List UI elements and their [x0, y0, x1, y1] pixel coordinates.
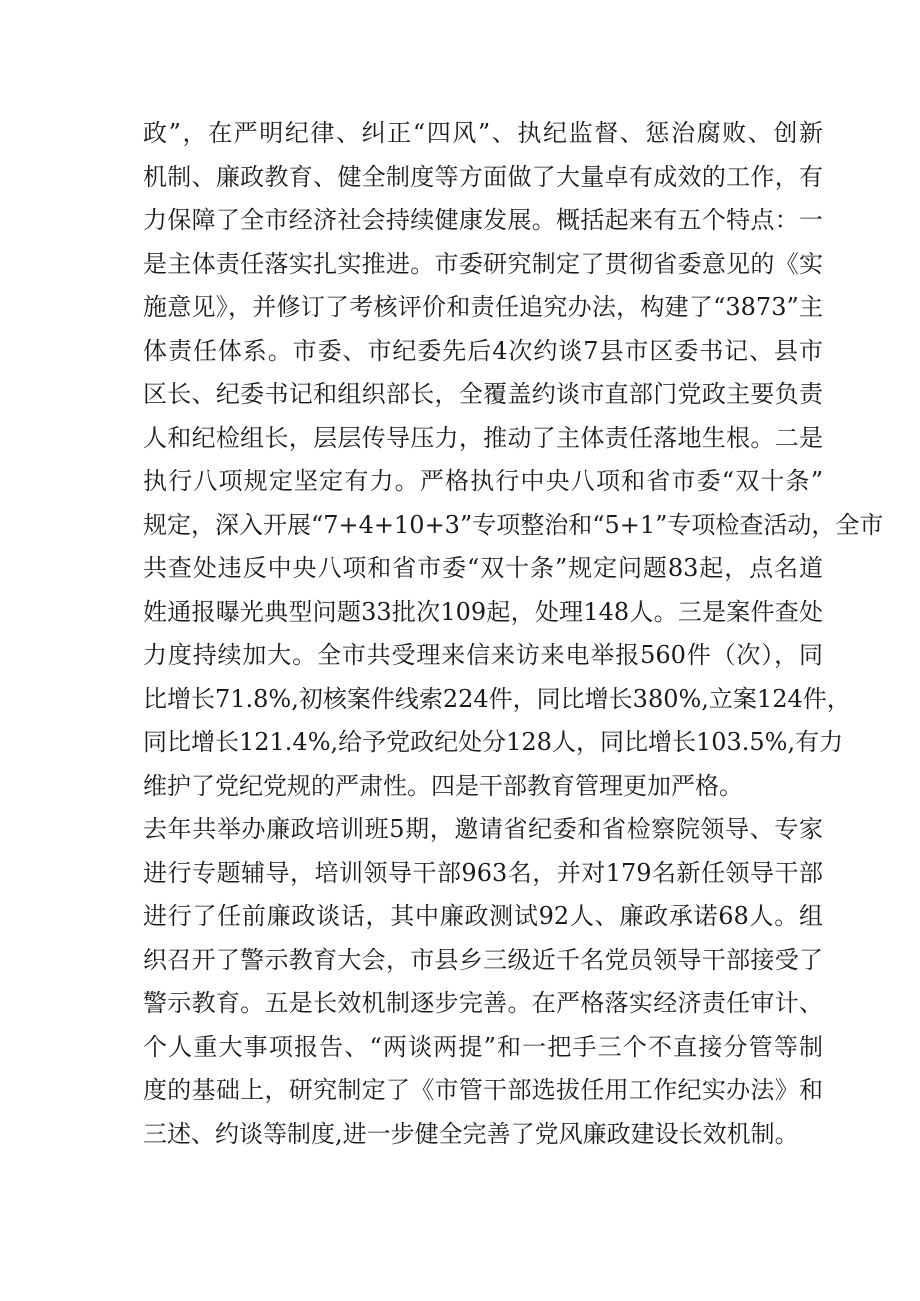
text-line: 政”，在严明纪律、纠正“四风”、执纪监督、惩治腐败、创新	[143, 119, 823, 147]
text-line: 警示教育。五是长效机制逐步完善。在严格落实经济责任审计、	[143, 989, 823, 1017]
text-line: 力度持续加大。全市共受理来信来访来电举报560件（次），同	[143, 641, 823, 669]
text-line: 进行专题辅导，培训领导干部963名，并对179名新任领导干部	[143, 858, 823, 887]
text-line: 进行了任前廉政谈话，其中廉政测试92人、廉政承诺68人。组	[143, 902, 823, 930]
text-line: 三述、约谈等制度,进一步健全完善了党风廉政建设长效机制。	[143, 1119, 799, 1148]
text-line: 力保障了全市经济社会持续健康发展。概括起来有五个特点：一	[143, 206, 823, 234]
text-line: 织召开了警示教育大会，市县乡三级近千名党员领导干部接受了	[143, 945, 823, 974]
text-line: 个人重大事项报告、“两谈两提”和一把手三个不直接分管等制	[143, 1032, 823, 1061]
text-line: 是主体责任落实扎实推进。市委研究制定了贯彻省委意见的《实	[143, 249, 823, 278]
text-line: 比增长71.8%,初核案件线索224件，同比增长380%,立案124件，	[143, 684, 851, 713]
text-line: 机制、廉政教育、健全制度等方面做了大量卓有成效的工作，有	[143, 162, 823, 191]
body-text	[143, 112, 884, 1156]
text-line: 体责任体系。市委、市纪委先后4次约谈7县市区委书记、县市	[143, 336, 823, 365]
text-line: 姓通报曝光典型问题33批次109起，处理148人。三是案件查处	[143, 597, 823, 626]
text-line: 规定，深入开展“7+4+10+3”专项整治和“5+1”专项检查活动，全市	[143, 510, 884, 539]
text-line: 人和纪检组长，层层传导压力，推动了主体责任落地生根。二是	[143, 423, 823, 452]
text-line: 共查处违反中央八项和省市委“双十条”规定问题83起，点名道	[143, 554, 823, 582]
text-line: 去年共举办廉政培训班5期，邀请省纪委和省检察院领导、专家	[143, 815, 823, 843]
text-line: 施意见》，并修订了考核评价和责任追究办法，构建了“3873”主	[143, 293, 823, 321]
text-line: 区长、纪委书记和组织部长，全覆盖约谈市直部门党政主要负责	[143, 380, 823, 408]
text-line: 度的基础上，研究制定了《市管干部选拔任用工作纪实办法》和	[143, 1076, 823, 1104]
text-line: 同比增长121.4%,给予党政纪处分128人，同比增长103.5%,有力	[143, 728, 844, 756]
text-line: 执行八项规定坚定有力。严格执行中央八项和省市委“双十条”	[143, 467, 823, 495]
text-line: 维护了党纪党规的严肃性。四是干部教育管理更加严格。	[143, 771, 743, 800]
